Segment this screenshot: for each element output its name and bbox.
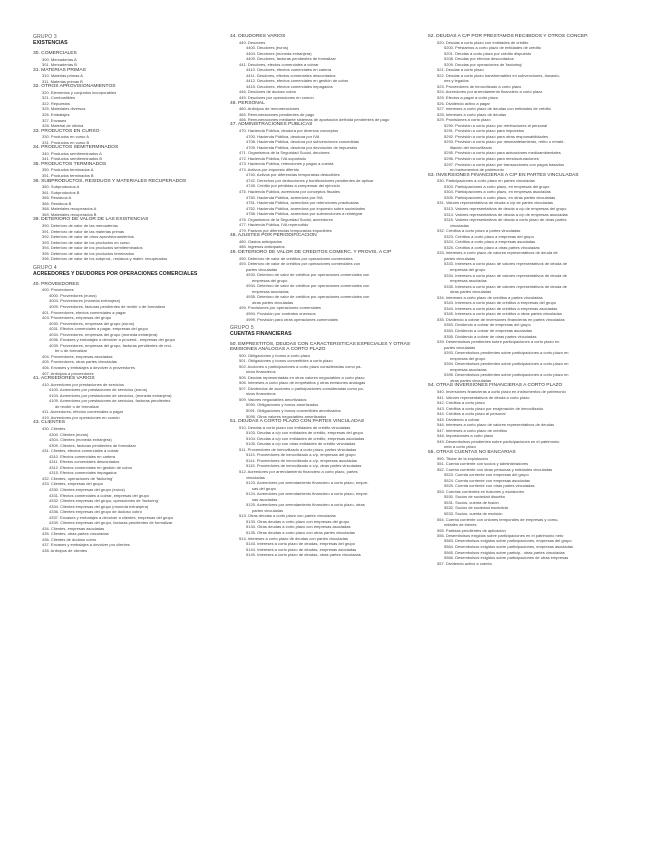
account-line: 5355. Dividendo a cobrar de otras partes vinculadas xyxy=(444,333,537,339)
account-line: 5323. Créditos a corto plazo a empresas del grupo xyxy=(444,233,534,239)
subgroup-heading: 33. PRODUCTOS EN CURSO xyxy=(33,128,100,134)
account-line: 434. Clientes, empresas asociadas xyxy=(42,525,105,531)
account-line: 5313. Valores representativos de deuda a c/p de empresas del grupo xyxy=(444,205,567,211)
account-line: 4332. Clientes empresas del grupo, operaciones de 'factoring' xyxy=(49,498,159,504)
account-line: 407. Anticipos a proveedores xyxy=(42,370,94,376)
account-line: 5525. Cuenta corriente con otras partes vinculadas xyxy=(444,483,535,489)
column-1 xyxy=(33,34,223,554)
account-line: 395. Deterioro de valor de los productos terminados xyxy=(42,250,135,256)
account-line: empresas asociadas xyxy=(450,366,487,372)
account-line: 328. Material de oficina xyxy=(42,123,84,129)
account-line: 5292. Provisión a corto plazo para otras responsabilidades xyxy=(444,133,549,139)
account-line: 391. Deterioro de valor de las materias primas xyxy=(42,228,125,234)
account-line: empresas asociadas xyxy=(252,288,289,294)
account-line: 5344. Intereses a corto plazo de créditos a empresas asociadas xyxy=(444,305,558,311)
subgroup-heading: 55. OTRAS CUENTAS NO BANCARIAS xyxy=(428,450,516,456)
account-line: 432. Clientes, operaciones de 'factoring' xyxy=(42,475,113,481)
account-line: 419. Acreedores por operaciones en común xyxy=(42,414,120,420)
account-line: empresas del grupo xyxy=(252,277,288,283)
account-line: 351. Productos terminados B xyxy=(42,173,94,179)
account-line: 493. Deterioro de valor de créditos por operaciones comerciales con xyxy=(239,261,361,267)
account-line: 326. Embalajes xyxy=(42,112,70,118)
account-line: sivos financieros xyxy=(246,391,276,397)
account-line: 4999. Provisión para otras operaciones comerciales xyxy=(246,316,339,322)
account-line: 5530. Socios de sociedad disuelta xyxy=(444,494,505,500)
account-line: 4752. Hacienda Pública, acreedora por impuesto sobre sociedades xyxy=(246,205,366,211)
account-line: 5095. Otros valores negociables amortizados xyxy=(246,413,327,419)
account-line: otras partes vinculadas xyxy=(450,377,492,383)
account-line: 4311. Efectos comerciales descontados xyxy=(49,459,120,465)
account-line: 405. Proveedores, otras partes vinculadas xyxy=(42,359,117,365)
account-line: 330. Productos en curso A xyxy=(42,134,89,140)
account-line: 5123. Acreedores por arrendamiento financiero a corto plazo, empre- xyxy=(246,480,369,486)
account-line: 4004. Proveedores (moneda extranjera) xyxy=(49,298,120,304)
account-line: 534. Intereses a corto plazo de créditos a partes vinculadas xyxy=(437,294,543,300)
account-line: otras partes vinculadas xyxy=(450,289,492,295)
account-line: litación del inmovilizado xyxy=(450,144,493,150)
account-line: 5563. Desembolsos exigidos sobre participaciones, empresas del grupo xyxy=(444,538,572,544)
account-line: 527. Intereses a corto plazo de deudas con entidades de crédito xyxy=(437,106,551,112)
account-line: 5531. Socios, cuenta de fusión xyxy=(444,499,499,505)
account-line: 547. Intereses a corto plazo de créditos xyxy=(437,427,508,433)
account-line: 5293. Provisión a corto plazo por desmantelamiento, retiro o rehabi- xyxy=(444,139,565,145)
account-line: 5532. Socios de sociedad escindida xyxy=(444,505,508,511)
account-line: de recibir o de formalizar xyxy=(55,403,100,409)
account-line: 471. Organismos de la Seguridad Social, deudores xyxy=(239,150,330,156)
account-line: 541. Valores representativos de deuda a corto plazo xyxy=(437,394,530,400)
account-line: 4334. Clientes empresas del grupo (moneda extranjera) xyxy=(49,503,149,509)
account-line: 552. Cuenta corriente con otras personas y entidades vinculadas xyxy=(437,466,553,472)
account-line: 4400. Deudores (euros) xyxy=(246,45,289,51)
account-line: 5325. Créditos a corto plazo a otras partes vinculadas xyxy=(444,244,540,250)
account-line: 435. Clientes, otras partes vinculadas xyxy=(42,531,109,537)
column-2 xyxy=(230,34,420,558)
group-title: ACREEDORES Y DEUDORES POR OPERACIONES COMERCIALES xyxy=(33,270,198,277)
account-line: sivos financieros xyxy=(246,369,276,375)
account-line: 473. Hacienda Pública, retenciones y pagos a cuenta xyxy=(239,161,334,167)
account-line: 477. Hacienda Pública, IVA repercutido xyxy=(239,222,309,228)
account-line: 4315. Efectos comerciales impagados xyxy=(49,470,117,476)
account-line: 4751. Hacienda Pública, acreedora por retenciones practicadas xyxy=(246,200,359,206)
subgroup-heading: 31. MATERIAS PRIMAS xyxy=(33,67,86,73)
account-line: 548. Imposiciones a corto plazo xyxy=(437,433,494,439)
account-line: 300. Mercaderías A xyxy=(42,56,77,62)
account-line: partes vinculadas xyxy=(246,266,278,272)
account-line: 320. Elementos y conjuntos incorporables xyxy=(42,89,117,95)
group-title: CUENTAS FINANCIERAS xyxy=(230,331,292,338)
account-line: 521. Deudas a corto plazo xyxy=(437,67,484,73)
account-line: 4745. Crédito por pérdidas a compensar del ejercicio xyxy=(246,183,340,189)
account-line: 4312. Efectos comerciales en gestión de cobro xyxy=(49,464,133,470)
subgroup-heading: 32. OTROS APROVISIONAMIENTOS xyxy=(33,84,116,90)
account-line: 5113. Proveedores de inmovilizado a c/p, empresas del grupo xyxy=(246,452,356,458)
account-line: 550. Titular de la explotación xyxy=(437,455,488,461)
account-line: 479. Pasivos por diferencias temporarias imponibles xyxy=(239,227,332,233)
account-line: 5290. Provisión a corto plazo por retribuciones al personal xyxy=(444,122,548,128)
account-line: 5343. Intereses a corto plazo de créditos a empresas del grupo xyxy=(444,300,557,306)
account-line: 4337. Envases y embalajes a devolver a clientes, empresas del grupo xyxy=(49,514,174,520)
account-line: 4411. Deudores, efectos comerciales descontados xyxy=(246,72,336,78)
account-line: 4415. Deudores, efectos comerciales impagados xyxy=(246,83,333,89)
account-line: 5104. Deudas a c/p con entidades de crédito, empresas asociadas xyxy=(246,435,365,441)
account-line: 5564. Desembolsos exigidos sobre participaciones, empresas asociadas xyxy=(444,543,573,549)
account-line: 509. Valores negociables amortizados xyxy=(239,396,307,402)
group-label: GRUPO 4 xyxy=(33,264,57,271)
account-line: 361. Subproductos B xyxy=(42,189,80,195)
subgroup-heading: 35. PRODUCTOS TERMINADOS xyxy=(33,161,107,167)
account-line: 5523. Cuenta corriente con empresas del grupo xyxy=(444,472,529,478)
account-line: 4036. Envases y embalajes a devolver a proveed., empresas del grupo xyxy=(49,337,176,343)
account-line: 543. Créditos a corto plazo por enajenación de inmovilizado xyxy=(437,405,544,411)
account-line: 546. Intereses a corto plazo de valores representativos de deudas xyxy=(437,422,555,428)
account-line: 554. Cuenta corriente con uniones temporales de empresas y comu- xyxy=(437,516,559,522)
account-line: 310. Materias primas A xyxy=(42,73,83,79)
account-line: 366. Residuos B xyxy=(42,200,72,206)
account-line: 401. Proveedores, efectos comerciales a pagar xyxy=(42,309,126,315)
account-line: 553. Cuentas corrientes en fusiones y escisiones xyxy=(437,488,524,494)
account-line: 533. Intereses a corto plazo de valores representativos de deuda de xyxy=(437,250,558,256)
account-line: 532. Créditos a corto plazo a partes vinculadas xyxy=(437,228,521,234)
account-line: 535. Dividendo a cobrar de inversiones financieras en partes vinculadas xyxy=(437,316,565,322)
account-line: partes vinculadas xyxy=(252,507,284,513)
account-line: 549. Desembolsos pendientes sobre participaciones en el patrimonio xyxy=(437,438,560,444)
account-line: 529. Provisiones a corto plazo xyxy=(437,117,491,123)
account-line: 510. Deudas a corto plazo con entidades de crédito vinculadas xyxy=(239,424,351,430)
account-line: 301. Mercaderías B xyxy=(42,62,77,68)
account-line: 460. Anticipos de remuneraciones xyxy=(239,106,300,112)
account-line: 5091. Obligaciones y bonos convertibles amortizados xyxy=(246,407,341,413)
account-line: 5565. Desembolsos exigidos sobre particip., otras partes vinculadas xyxy=(444,549,565,555)
account-line: 514. Intereses a corto plazo de deudas con partes vinculadas xyxy=(239,535,348,541)
account-line: empresas del grupo xyxy=(450,266,486,272)
account-line: 331. Productos en curso B xyxy=(42,139,90,145)
account-line: 5334. Intereses a corto plazo de valores representativos de deuda de xyxy=(444,272,567,278)
subgroup-heading: 43. CLIENTES xyxy=(33,420,66,426)
account-line: 5354. Dividendo a cobrar de empresas asociadas xyxy=(444,327,533,333)
account-line: 5566. Desembolsos exigidos sobre participaciones de otras empresas xyxy=(444,555,569,561)
subgroup-heading: 30. COMERCIALES xyxy=(33,51,77,56)
account-line: 556. Desembolsos exigidos sobre participaciones en el patrimonio neto xyxy=(437,533,564,539)
subgroup-heading: 49. DETERIORO DE VALOR DE CRÉDITOS COMERC. Y PROVIS. A C/P xyxy=(230,249,392,255)
account-line: 4009. Proveedores, facturas pendientes de recibir o de formalizar xyxy=(49,303,166,309)
account-line: 368. Materiales recuperados A xyxy=(42,206,97,212)
account-line: 4300. Clientes (euros) xyxy=(49,431,89,437)
account-line: 5291. Provisión a corto plazo para impuestos xyxy=(444,128,525,134)
account-line: 396. Deterioro de valor de los subprod., residuos y mater. recuperados xyxy=(42,256,168,262)
account-line: 485. Ingresos anticipados xyxy=(239,244,285,250)
account-line: 505. Deudas representadas en otros valores negociables a corto plazo xyxy=(239,374,365,380)
account-line: 5124. Acreedores por arrendamiento financiero a corto plazo, empre- xyxy=(246,491,369,497)
account-line: 4934. Deterioro de valor de créditos por operaciones comerciales con xyxy=(246,283,370,289)
account-line: 531. Valores representativos de deuda a c/p de partes vinculadas xyxy=(437,200,553,206)
account-line: 5134. Otras deudas a corto plazo con empresas asociadas xyxy=(246,524,351,530)
account-line: 466. Remuneraciones mediante sistemas de aportación definida pendientes de pago xyxy=(239,117,390,123)
group-label: GRUPO 3 xyxy=(33,34,57,40)
account-line: 433. Clientes, empresas del grupo xyxy=(42,481,103,487)
account-line: 506. Intereses a corto plazo de empréstitos y otras emisiones análogas xyxy=(239,380,366,386)
account-line: 475. Hacienda Pública, acreedora por conceptos fiscales xyxy=(239,188,340,194)
subgroup-heading: 54. OTRAS INVERSIONES FINANCIERAS A CORTO PLAZO xyxy=(428,383,563,389)
account-line: empresas del grupo xyxy=(450,355,486,361)
account-line: 480. Gastos anticipados xyxy=(239,238,282,244)
account-line: 476. Organismos de la Seguridad Social, acreedores xyxy=(239,216,333,222)
account-line: 4700. Hacienda Pública, deudora por IVA xyxy=(246,133,320,139)
account-line: 4034. Proveedores, empresas del grupo (moneda extranjera) xyxy=(49,331,158,337)
account-line: 311. Materias primas B xyxy=(42,78,83,84)
account-line: 5133. Otras deudas a corto plazo con empresas del grupo xyxy=(246,518,350,524)
account-line: vinculadas xyxy=(246,474,265,480)
account-line: 4000. Proveedores (euros) xyxy=(49,292,97,298)
account-line: 4933. Deterioro de valor de créditos por operaciones comerciales con xyxy=(246,272,370,278)
subgroup-heading: 48. AJUSTES POR PERIODIFICACIÓN xyxy=(230,233,317,239)
account-line: nidades de bienes xyxy=(444,522,477,528)
account-line: empresas asociadas xyxy=(450,278,487,284)
account-line: 4039. Proveedores, empresas del grupo, facturas pendientes de reci- xyxy=(49,342,172,348)
account-line: 4750. Hacienda Pública, acreedora por IVA xyxy=(246,194,323,200)
account-line: 539. Desembolsos pendientes sobre participaciones a corto plazo en xyxy=(437,339,560,345)
account-line: 431. Clientes, efectos comerciales a cobrar xyxy=(42,448,119,454)
account-line: 411. Acreedores, efectos comerciales a pagar xyxy=(42,409,124,415)
account-line: 5335. Intereses a corto plazo de valores representativos de deuda de xyxy=(444,283,567,289)
account-line: 540. Inversiones financieras a corto plazo en instrumentos de patrimonio xyxy=(437,389,566,394)
subgroup-heading: 44. DEUDORES VARIOS xyxy=(230,34,286,39)
account-line: 4742. Derechos por deducciones y bonificaciones pendientes de aplicar xyxy=(246,177,374,183)
account-line: 5303. Participaciones a corto plazo, en empresas del grupo xyxy=(444,183,550,189)
account-line: 410. Acreedores por prestaciones de servicios xyxy=(42,381,125,387)
account-line: 5103. Deudas a c/p con entidades de crédito, empresas del grupo xyxy=(246,430,363,436)
account-line: 500. Obligaciones y bonos a corto plazo xyxy=(239,352,311,358)
account-line: 340. Productos semiterminados A xyxy=(42,150,102,156)
account-line: 472. Hacienda Pública, IVA soportado xyxy=(239,155,307,161)
account-line: 430. Clientes xyxy=(42,426,66,431)
account-line: 5353. Dividendo a cobrar de empresas del grupo xyxy=(444,322,531,328)
account-line: 499. Provisiones por operaciones comerciales xyxy=(239,305,321,311)
subgroup-heading: 53. INVERSIONES FINANCIERAS A C/P EN PARTES VINCULADAS xyxy=(428,172,579,178)
subgroup-heading: 36. SUBPRODUCTOS, RESIDUOS Y MATERIALES RECUPERADOS xyxy=(33,178,187,184)
account-line: 544. Créditos a corto plazo al personal xyxy=(437,411,506,417)
account-line: 4708. Hacienda Pública, deudora por subvenciones concedidas xyxy=(246,139,359,145)
account-line: 555. Partidas pendientes de aplicación xyxy=(437,527,506,533)
account-line: 350. Productos terminados A xyxy=(42,167,94,173)
account-line: 5209. Deudas por operaciones de 'factoring' xyxy=(444,61,523,67)
account-line: 5297. Provisión a corto plazo por transacciones con pagos basados xyxy=(444,161,565,167)
account-line: 4709. Hacienda Pública, deudora por devolución de impuestos xyxy=(246,144,358,150)
account-line: 325. Materiales diversos xyxy=(42,106,86,112)
account-line: 400. Proveedores xyxy=(42,287,74,293)
account-line: 4330. Clientes empresas del grupo (euros) xyxy=(49,487,125,493)
account-line: 5125. Acreedores por arrendamiento financiero a corto plazo, otras xyxy=(246,502,365,508)
account-line: 5144. Intereses a corto plazo de deudas, empresas asociadas xyxy=(246,546,357,552)
account-line: 404. Proveedores, empresas asociadas xyxy=(42,353,113,359)
account-line: 5393. Desembolsos pendientes sobre participaciones a corto plazo en xyxy=(444,350,569,356)
account-line: 507. Dividendos de acciones o participaciones consideradas como pa- xyxy=(239,385,364,391)
account-line: 5114. Proveedores de inmovilizado a c/p, empresas asociadas xyxy=(246,457,357,463)
account-line: 4409. Deudores, facturas pendientes de formalizar xyxy=(246,56,336,62)
account-line: 551. Cuenta corriente con socios y administradores xyxy=(437,461,529,467)
group-title: EXISTENCIAS xyxy=(33,40,68,46)
account-line: 474. Activos por impuesto diferido xyxy=(239,166,300,172)
account-line: 406. Envases y embalajes a devolver a proveedores xyxy=(42,364,135,370)
subgroup-heading: 47. ADMINISTRACIONES PÚBLICAS xyxy=(230,122,313,128)
account-line: 436. Clientes de dudoso cobro xyxy=(42,536,97,542)
account-line: sas asociadas xyxy=(252,496,278,502)
subgroup-heading: 50. EMPRÉSTITOS, DEUDAS CON CARACTERÍSTICAS ESPECIALES Y OTRAS EMISIONES ANÁLOGAS A CORTO PLAZO xyxy=(230,342,411,353)
account-line: sas del grupo xyxy=(252,485,277,491)
account-line: 542. Créditos a corto plazo xyxy=(437,400,485,406)
account-line: 4030. Proveedores, empresas del grupo (euros) xyxy=(49,320,135,326)
account-line: 393. Deterioro de valor de los productos en curso xyxy=(42,239,130,245)
account-line: 392. Deterioro de valor de otros aprovisionamientos xyxy=(42,234,134,240)
account-line: 5115. Proveedores de inmovilizado a c/p, otras partes vinculadas xyxy=(246,463,362,469)
account-line: 4412. Deudores, efectos comerciales en gestión de cobro xyxy=(246,78,349,84)
account-line: partes vinculadas xyxy=(444,344,476,350)
account-line: 446. Deudores de dudoso cobro xyxy=(239,89,297,95)
account-line: 449. Deudores por operaciones en común xyxy=(239,95,314,101)
account-line: 403. Proveedores, empresas del grupo xyxy=(42,315,112,321)
subgroup-heading: 40. PROVEEDORES xyxy=(33,281,79,287)
account-line: 523. Proveedores de inmovilizado a corto plazo xyxy=(437,83,522,89)
account-line: 5090. Obligaciones y bonos amortizados xyxy=(246,402,319,408)
account-line: 394. Deterioro de valor de los productos semiterminados xyxy=(42,245,143,251)
account-line: 5135. Otras deudas a corto plazo con otras partes vinculadas xyxy=(246,530,355,535)
account-line: 4304. Clientes (moneda extranjera) xyxy=(49,437,112,443)
account-line: 4336. Clientes empresas del grupo de dudoso cobro xyxy=(49,509,142,515)
account-line: 5345. Intereses a corto plazo de créditos a otras partes vinculadas xyxy=(444,311,562,317)
account-line: 4031. Efectos comerciales a pagar, empresas del grupo xyxy=(49,326,148,332)
account-line: 4309. Clientes, facturas pendientes de formalizar xyxy=(49,442,136,448)
account-line: 524. Acreedores por arrendamiento financiero a corto plazo xyxy=(437,89,543,95)
group-label: GRUPO 5 xyxy=(230,325,254,332)
account-line: 4935. Deterioro de valor de créditos por operaciones comerciales con xyxy=(246,294,370,300)
account-line: neto a corto plazo xyxy=(444,444,476,450)
account-line: 528. Intereses a corto plazo de deudas xyxy=(437,111,507,117)
account-line: bir o de formalizar xyxy=(55,348,88,354)
account-line: 490. Deterioro de valor de créditos por operaciones comerciales xyxy=(239,255,353,261)
account-line: 322. Repuestos xyxy=(42,100,71,106)
account-line: 437. Envases y embalajes a devolver por clientes xyxy=(42,542,130,548)
account-line: 5201. Deudas a corto plazo por crédito dispuesto xyxy=(444,50,532,56)
account-line: 5145. Intereses a corto plazo de deudas, otras partes vinculadas xyxy=(246,552,361,558)
account-line: 327. Envases xyxy=(42,117,67,123)
account-line: 5324. Créditos a corto plazo a empresas asociadas xyxy=(444,239,536,245)
account-line: 5143. Intereses a corto plazo de deudas, empresas del grupo xyxy=(246,541,355,547)
account-line: 470. Hacienda Pública, deudora por diversos conceptos xyxy=(239,127,339,133)
account-line: 360. Subproductos A xyxy=(42,184,80,190)
account-line: 513. Otras deudas a corto plazo con partes vinculadas xyxy=(239,513,336,519)
account-line: 4339. Clientes empresas del grupo, facturas pendientes de formalizar xyxy=(49,520,173,526)
account-line: 501. Obligaciones y bonos convertibles a corto plazo xyxy=(239,358,333,364)
account-line: 4331. Efectos comerciales a cobrar, empresas del grupo xyxy=(49,492,150,498)
account-line: 5394. Desembolsos pendientes sobre participaciones a corto plazo en xyxy=(444,361,569,367)
account-line: 390. Deterioro de valor de las mercaderías xyxy=(42,222,118,228)
account-line: 530. Participaciones a corto plazo en partes vinculadas xyxy=(437,178,535,184)
account-line: nes y legados xyxy=(444,78,469,84)
account-line: 365. Residuos A xyxy=(42,195,72,201)
account-line: 5295. Provisión a corto plazo para actuaciones medioambientales xyxy=(444,150,561,156)
subgroup-heading: 34. PRODUCTOS SEMITERMINADOS xyxy=(33,145,119,151)
account-line: 511. Proveedores de inmovilizado a corto plazo, partes vinculadas xyxy=(239,446,357,452)
account-line: 438. Anticipos de clientes xyxy=(42,548,88,554)
account-line: vinculadas xyxy=(450,222,469,228)
account-line: 465. Remuneraciones pendientes de pago xyxy=(239,111,315,117)
account-line: 5524. Cuenta corriente con empresas asociadas xyxy=(444,477,531,483)
account-line: 525. Efectos a pagar a corto plazo xyxy=(437,95,498,101)
account-line: otras partes vinculadas xyxy=(252,299,294,305)
account-line: 5333. Intereses a corto plazo de valores representativos de deuda de xyxy=(444,261,567,267)
account-line: 520. Deudas a corto plazo con entidades de crédito xyxy=(437,39,529,45)
column-3 xyxy=(428,34,618,566)
account-line: partes vinculadas xyxy=(444,255,476,261)
account-line: 4310. Efectos comerciales en cartera xyxy=(49,453,116,459)
account-line: 341. Productos semiterminados B xyxy=(42,156,103,162)
account-line: 321. Combustibles xyxy=(42,95,76,101)
account-line: 512. Acreedores por arrendamiento financiero a corto plazo, partes xyxy=(239,468,358,474)
account-line: 4740. Activos por diferencias temporarias deducibles xyxy=(246,172,340,178)
account-line: 5305. Participaciones a corto plazo, en otras partes vinculadas xyxy=(444,194,556,200)
account-line: 5208. Deudas por efectos descontados xyxy=(444,56,514,62)
account-line: 4410. Deudores, efectos comerciales en cartera xyxy=(246,67,332,73)
account-line: 369. Materiales recuperados B xyxy=(42,211,97,217)
account-line: 502. Acciones o participaciones a corto plazo consideradas como pa- xyxy=(239,363,362,369)
account-line: 5314. Valores representativos de deuda a c/p de empresas asociadas xyxy=(444,211,568,217)
account-line: 557. Dividendo activo a cuenta xyxy=(437,560,492,566)
account-line: 5533. Socios, cuenta de escisión xyxy=(444,511,503,517)
account-line: 4104. Acreedores por prestaciones de servicios, (moneda extranjera) xyxy=(49,392,172,398)
account-line: 4994. Provisión por contratos onerosos xyxy=(246,311,316,316)
account-line: 4758. Hacienda Pública, acreedora por subvenciones a reintegrar xyxy=(246,211,363,217)
account-line: 4109. Acreedores por prestaciones de servicios, facturas pendientes xyxy=(49,398,171,404)
subgroup-heading: 46. PERSONAL xyxy=(230,100,265,106)
account-line: 545. Dividendo a cobrar xyxy=(437,416,480,422)
subgroup-heading: 41. ACREEDORES VARIOS xyxy=(33,376,95,382)
account-line: 5296. Provisión a corto plazo para reestructuraciones xyxy=(444,156,539,162)
account-line: 526. Dividendo activo a pagar xyxy=(437,100,490,106)
account-line: 5200. Préstamos a corto plazo de entidades de crédito xyxy=(444,45,541,51)
subgroup-heading: 51. DEUDAS A CORTO PLAZO CON PARTES VINCULADAS xyxy=(230,419,365,425)
subgroup-heading: 39. DETERIORO DE VALOR DE LAS EXISTENCIAS xyxy=(33,217,149,223)
account-line: 440. Deudores xyxy=(239,39,266,45)
account-line: 441. Deudores, efectos comerciales a cobrar xyxy=(239,61,319,67)
account-line: 4404. Deudores (moneda extranjera) xyxy=(246,50,312,56)
account-line: 5395. Desembolsos pendientes sobre participaciones a corto plazo en xyxy=(444,372,569,378)
account-line: 5105. Deudas a c/p con otras entidades de crédito vinculadas xyxy=(246,441,356,447)
subgroup-heading: 52. DEUDAS A C/P POR PRÉSTAMOS RECIBIDOS Y OTROS CONCEP. xyxy=(428,34,589,39)
account-line: 4100. Acreedores por prestaciones de servicios (euros) xyxy=(49,387,148,393)
account-line: en instrumentos de patrimonio xyxy=(450,167,504,173)
account-line: 5304. Participaciones a corto plazo, en empresas asociadas xyxy=(444,189,551,195)
account-line: 522. Deudas a corto plazo transformables en subvenciones, donacio- xyxy=(437,72,560,78)
account-line: 5315. Valores representativos de deuda a corto plazo de otras partes xyxy=(444,217,567,223)
